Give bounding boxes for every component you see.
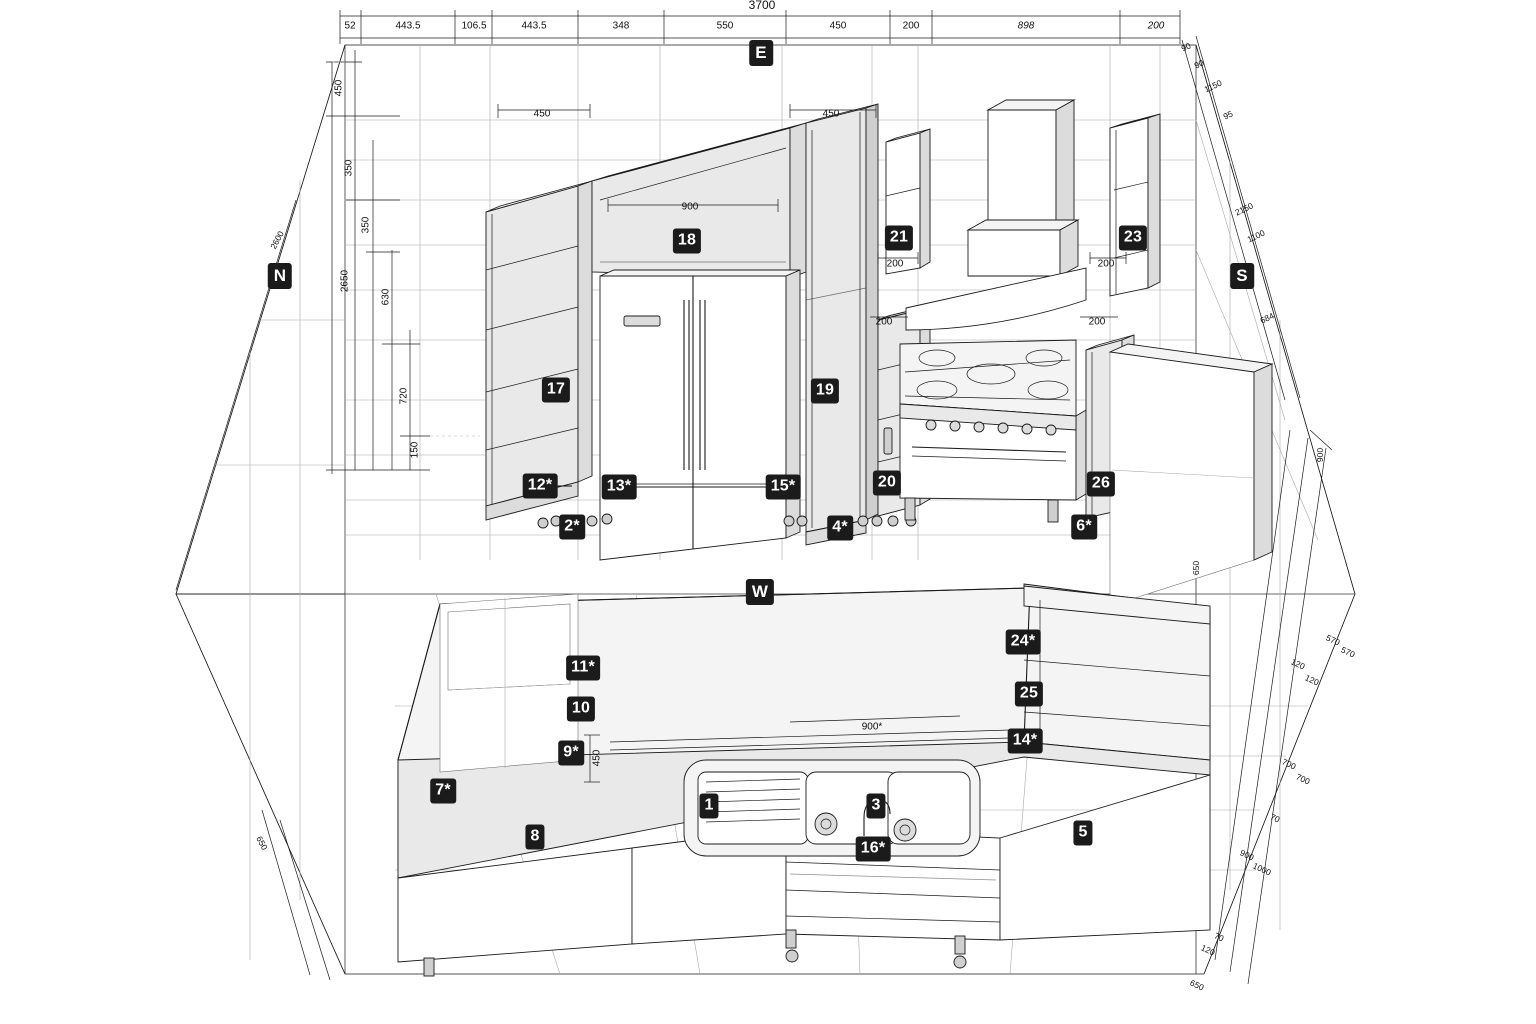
dimension-right-edge-19: 650: [1188, 977, 1206, 993]
compass-n: N: [268, 263, 292, 289]
dimension-top-5: 550: [716, 20, 734, 32]
callout-item-2[interactable]: 2*: [559, 515, 585, 540]
dimension-right-edge-10: 120: [1289, 656, 1307, 672]
callout-item-15[interactable]: 15*: [766, 475, 801, 500]
dimension-lower-1: 450: [591, 749, 603, 767]
callout-item-9[interactable]: 9*: [558, 741, 584, 766]
dimension-upper-1: 450: [822, 108, 840, 120]
dimension-right-edge-1: 90: [1192, 57, 1206, 71]
dimension-lower-0: 900*: [861, 721, 883, 733]
dimension-right-edge-3: 95: [1221, 108, 1235, 122]
dimension-overall-width: 3700: [748, 0, 776, 12]
dimension-right-edge-17: 70: [1212, 930, 1226, 944]
dimension-left-5: 720: [398, 387, 410, 405]
dimension-left-0: 450: [333, 79, 345, 97]
callout-item-18[interactable]: 18: [673, 229, 701, 254]
dimension-left-edge-1: 650: [254, 834, 270, 852]
dimension-right-edge-5: 1100: [1245, 227, 1267, 245]
left-dimension-rules: [326, 50, 480, 474]
callout-item-25[interactable]: 25: [1015, 682, 1043, 707]
dimension-top-6: 450: [829, 20, 847, 32]
dimension-right-edge-9: 570: [1339, 644, 1357, 660]
dimension-right-edge-8: 570: [1324, 632, 1342, 648]
dimension-upper-0: 450: [533, 108, 551, 120]
callout-item-8[interactable]: 8: [525, 825, 544, 850]
callout-item-17[interactable]: 17: [542, 378, 570, 403]
dimension-left-3: 2650: [339, 269, 351, 293]
dimension-right-edge-4: 2150: [1233, 200, 1255, 218]
callout-item-20[interactable]: 20: [873, 471, 901, 496]
wall-unit-23: [1110, 114, 1160, 296]
callout-item-21[interactable]: 21: [885, 226, 913, 251]
callout-item-23[interactable]: 23: [1119, 226, 1147, 251]
dimension-right-edge-13: 700: [1294, 771, 1312, 787]
dimension-top-2: 106.5: [461, 20, 487, 32]
callout-item-24[interactable]: 24*: [1006, 630, 1041, 655]
dimension-right-edge-11: 120: [1303, 672, 1321, 688]
dimension-right-edge-15: 900: [1238, 847, 1256, 863]
dimension-top-8: 898: [1017, 20, 1035, 32]
dimension-right-edge-0: 90: [1179, 40, 1193, 54]
callout-item-10[interactable]: 10: [567, 697, 595, 722]
dimension-right-edge-18: 120: [1199, 942, 1217, 958]
callout-item-11[interactable]: 11*: [566, 656, 600, 681]
dimension-top-9: 200: [1147, 20, 1165, 32]
sink: [684, 760, 980, 856]
dimension-misc-0: 650: [1191, 560, 1201, 576]
dimension-left-6: 150: [409, 441, 421, 459]
dimension-right-edge-7: 900: [1315, 447, 1325, 463]
base-cabinet-run-front: [398, 588, 1210, 976]
dimension-upper-6: 200: [1088, 316, 1106, 328]
callout-item-12[interactable]: 12*: [523, 474, 558, 499]
callout-item-6[interactable]: 6*: [1071, 515, 1097, 540]
dimension-left-2: 350: [360, 216, 372, 234]
dimension-left-edge-0: 2600: [268, 229, 286, 251]
dimension-top-3: 443.5: [521, 20, 547, 32]
callout-item-14[interactable]: 14*: [1008, 729, 1043, 754]
dimension-right-edge-2: 1150: [1202, 77, 1224, 95]
dimension-top-0: 52: [344, 20, 356, 32]
compass-s: S: [1230, 263, 1254, 289]
dimension-right-edge-6: 684: [1258, 310, 1276, 326]
callout-item-7[interactable]: 7*: [430, 779, 456, 804]
callout-item-16[interactable]: 16*: [856, 837, 891, 862]
dimension-upper-4: 200: [1097, 258, 1115, 270]
callout-item-5[interactable]: 5: [1073, 821, 1092, 846]
callout-item-1[interactable]: 1: [699, 794, 718, 819]
dimension-top-1: 443.5: [395, 20, 421, 32]
range-cooker: [900, 340, 1086, 522]
compass-e: E: [749, 40, 773, 66]
callout-item-4[interactable]: 4*: [827, 516, 853, 541]
dimension-right-edge-16: 1000: [1251, 860, 1273, 878]
dimension-upper-3: 200: [886, 258, 904, 270]
dimension-right-edge-12: 700: [1280, 756, 1298, 772]
dimension-upper-2: 900: [681, 201, 699, 213]
extractor-hood: [906, 100, 1086, 330]
callout-item-26[interactable]: 26: [1087, 472, 1115, 497]
dimension-left-4: 630: [380, 288, 392, 306]
callout-item-3[interactable]: 3: [866, 794, 885, 819]
dimension-left-1: 350: [343, 159, 355, 177]
left-oblique-dimension: [176, 200, 330, 980]
dimension-top-7: 200: [902, 20, 920, 32]
callout-item-19[interactable]: 19: [811, 379, 839, 404]
dimension-top-4: 348: [612, 20, 630, 32]
dimension-upper-5: 200: [875, 316, 893, 328]
callout-item-13[interactable]: 13*: [602, 475, 637, 500]
dimension-right-edge-14: 70: [1268, 811, 1282, 825]
compass-w: W: [746, 579, 774, 605]
